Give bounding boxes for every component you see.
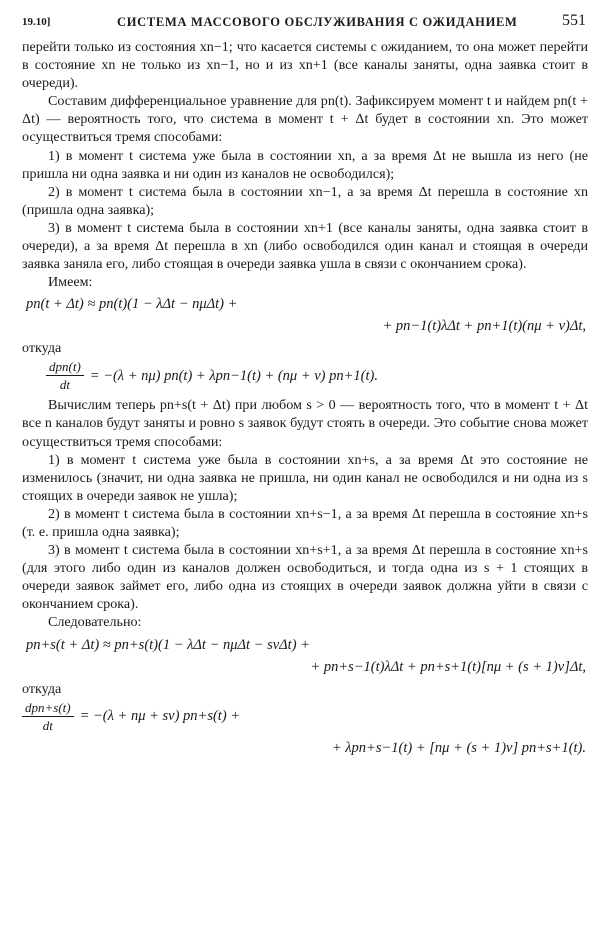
equation-line: + pn+s−1(t)λΔt + pn+s+1(t)[nμ + (s + 1)ν]Δt, [310,658,586,675]
body-text [22,38,588,759]
equation-line: + λpn+s−1(t) + [nμ + (s + 1)ν] pn+s+1(t). [331,739,586,756]
fraction-denominator: dt [59,377,70,393]
paragraph: Следовательно: [48,614,142,631]
list-item: 3) в момент t система была в состоянии xn+1 (все каналы заняты, одна заявка стоит в очереди), а за время Δt перешла в xn (либо освободился один канал и стоящая в очереди заявка заняла его, либо стоящая в очереди заявка ушла в связи с окончанием срока). [22,219,588,273]
equation-rhs: = −(λ + nμ) pn(t) + λpn−1(t) + (nμ + ν) pn+1(t). [89,367,378,384]
equation-line: + pn−1(t)λΔt + pn+1(t)(nμ + ν)Δt, [382,318,586,335]
running-header [22,10,588,38]
differential-equation [46,359,588,392]
fraction [22,700,74,733]
book-page [22,10,588,759]
list-item: 1) в момент t система уже была в состоянии xn, а за время Δt не вышла из него (не пришла ни одна заявка и ни один из каналов не освободился); [22,147,588,182]
paragraph: Имеем: [48,274,93,291]
fraction [46,359,84,392]
equation-line: pn(t + Δt) ≈ pn(t)(1 − λΔt − nμΔt) + [26,296,238,313]
paragraph: Составим дифференциальное уравнение для pn(t). Зафиксируем момент t и найдем pn(t + Δt) — вероятность того, что система в момент t + Δt будет в состоянии xn. Это может осуществиться тремя способами: [22,93,588,146]
equation-line: pn+s(t + Δt) ≈ pn+s(t)(1 − λΔt − nμΔt − sνΔt) + [26,636,310,653]
running-title: СИСТЕМА МАССОВОГО ОБСЛУЖИВАНИЯ С ОЖИДАНИЕМ [117,15,518,29]
equation-rhs: = −(λ + nμ + sν) pn+s(t) + [79,707,241,724]
paragraph: перейти только из состояния xn−1; что касается системы с ожиданием, то она может перейти в состояние xn не только из xn−1, но и из xn+1 (все каналы заняты, одна заявка стоит в очереди). [22,39,588,92]
paragraph: Вычислим теперь pn+s(t + Δt) при любом s > 0 — вероятность того, что в момент t + Δt все n каналов будут заняты и ровно s заявок будут стоять в очереди. Это событие снова может осуществиться тремя способами: [22,397,588,450]
connective-word: откуда [22,680,62,697]
list-item: 1) в момент t система уже была в состоянии xn+s, а за время Δt это состояние не изменилось (значит, ни одна заявка не пришла, ни один канал не освободился и ни одна из s стоящих в очереди заявок не ушла); [22,451,588,504]
fraction-numerator: dpn(t) [46,359,84,376]
fraction-denominator: dt [42,717,53,733]
connective-word: откуда [22,340,62,357]
list-item: 3) в момент t система была в состоянии xn+s+1, а за время Δt перешла в состояние xn+s (для этого либо один из каналов должен освободиться, и тогда одна из s + 1 стоящих в очереди заявок займет его, либо одна из стоящих в очереди заявок должна уйти в связи с окончанием срока). [22,542,588,613]
fraction-numerator: dpn+s(t) [22,700,74,717]
page-number: 551 [562,12,586,29]
list-item: 2) в момент t система была в состоянии xn+s−1, а за время Δt перешла в состояние xn+s (т. е. пришла одна заявка); [22,505,588,540]
section-number: 19.10] [22,16,51,28]
list-item: 2) в момент t система была в состоянии xn−1, а за время Δt перешла в состояние xn (пришла одна заявка); [22,183,588,218]
differential-equation [22,700,588,733]
